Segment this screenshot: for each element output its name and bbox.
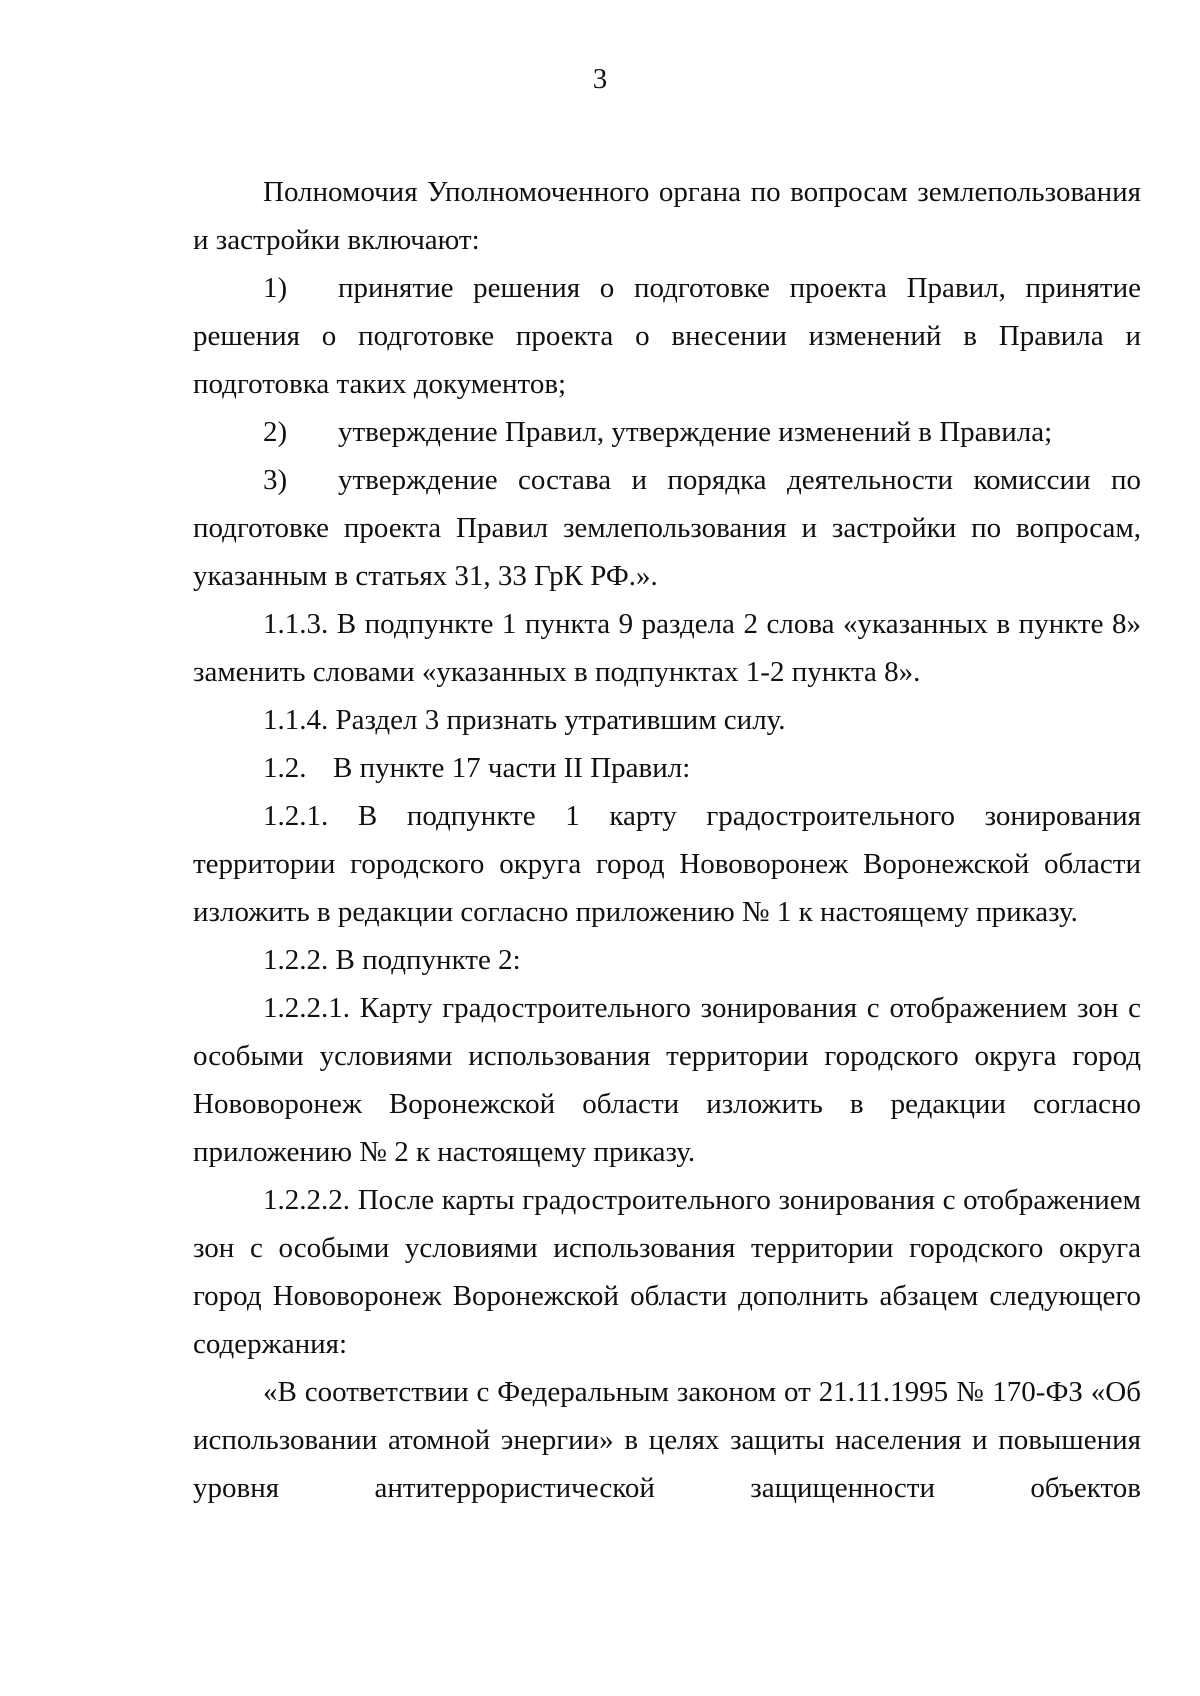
paragraph-1-2-2-2: 1.2.2.2. После карты градостроительного зонирования с отображением зон с особыми условиями использования территории городского округа город Нововоронеж Воронежской области дополнить абзацем следующего содержания: xyxy=(193,1184,1141,1360)
list-item-3 xyxy=(193,456,1141,600)
paragraph-text: В пункте 17 части II Правил: xyxy=(333,752,691,784)
list-item-text: утверждение Правил, утверждение изменений в Правила; xyxy=(338,416,1053,448)
paragraph-1-2-2-1: 1.2.2.1. Карту градостроительного зонирования с отображением зон с особыми условиями использования территории городского округа город Нововоронеж Воронежской области изложить в редакции согласно приложению № 2 к настоящему приказу. xyxy=(193,992,1141,1168)
list-item-number: 1) xyxy=(263,272,288,304)
paragraph-1-2-2: 1.2.2. В подпункте 2: xyxy=(263,944,521,976)
paragraph-quote: «В соответствии с Федеральным законом от 21.11.1995 № 170-ФЗ «Об использовании атомной энергии» в целях защиты населения и повышения уровня антитеррористической защищенности объектов xyxy=(193,1376,1141,1504)
list-item-2 xyxy=(193,408,1141,456)
paragraph-1-1-3: 1.1.3. В подпункте 1 пункта 9 раздела 2 слова «указанных в пункте 8» заменить словами «указанных в подпунктах 1-2 пункта 8». xyxy=(193,608,1141,688)
paragraph-1-2 xyxy=(193,744,1141,792)
list-item-number: 2) xyxy=(263,416,288,448)
paragraph-powers-intro: Полномочия Уполномоченного органа по вопросам землепользования и застройки включают: xyxy=(193,176,1141,256)
list-item-number: 3) xyxy=(263,464,288,496)
list-item-text: принятие решения о подготовке проекта Правил, принятие решения о подготовке проекта о внесении изменений в Правила и подготовка таких документов; xyxy=(193,272,1141,400)
paragraph-number: 1.2. xyxy=(263,752,307,784)
list-item-text: утверждение состава и порядка деятельности комиссии по подготовке проекта Правил землепользования и застройки по вопросам, указанным в статьях 31, 33 ГрК РФ.». xyxy=(193,464,1141,592)
page-number: 3 xyxy=(592,63,608,95)
paragraph-1-1-4: 1.1.4. Раздел 3 признать утратившим силу. xyxy=(263,704,786,736)
document-body xyxy=(193,168,1141,1512)
list-item-1 xyxy=(193,264,1141,408)
paragraph-1-2-1: 1.2.1. В подпункте 1 карту градостроительного зонирования территории городского округа город Нововоронеж Воронежской области изложить в редакции согласно приложению № 1 к настоящему приказу. xyxy=(193,800,1141,928)
